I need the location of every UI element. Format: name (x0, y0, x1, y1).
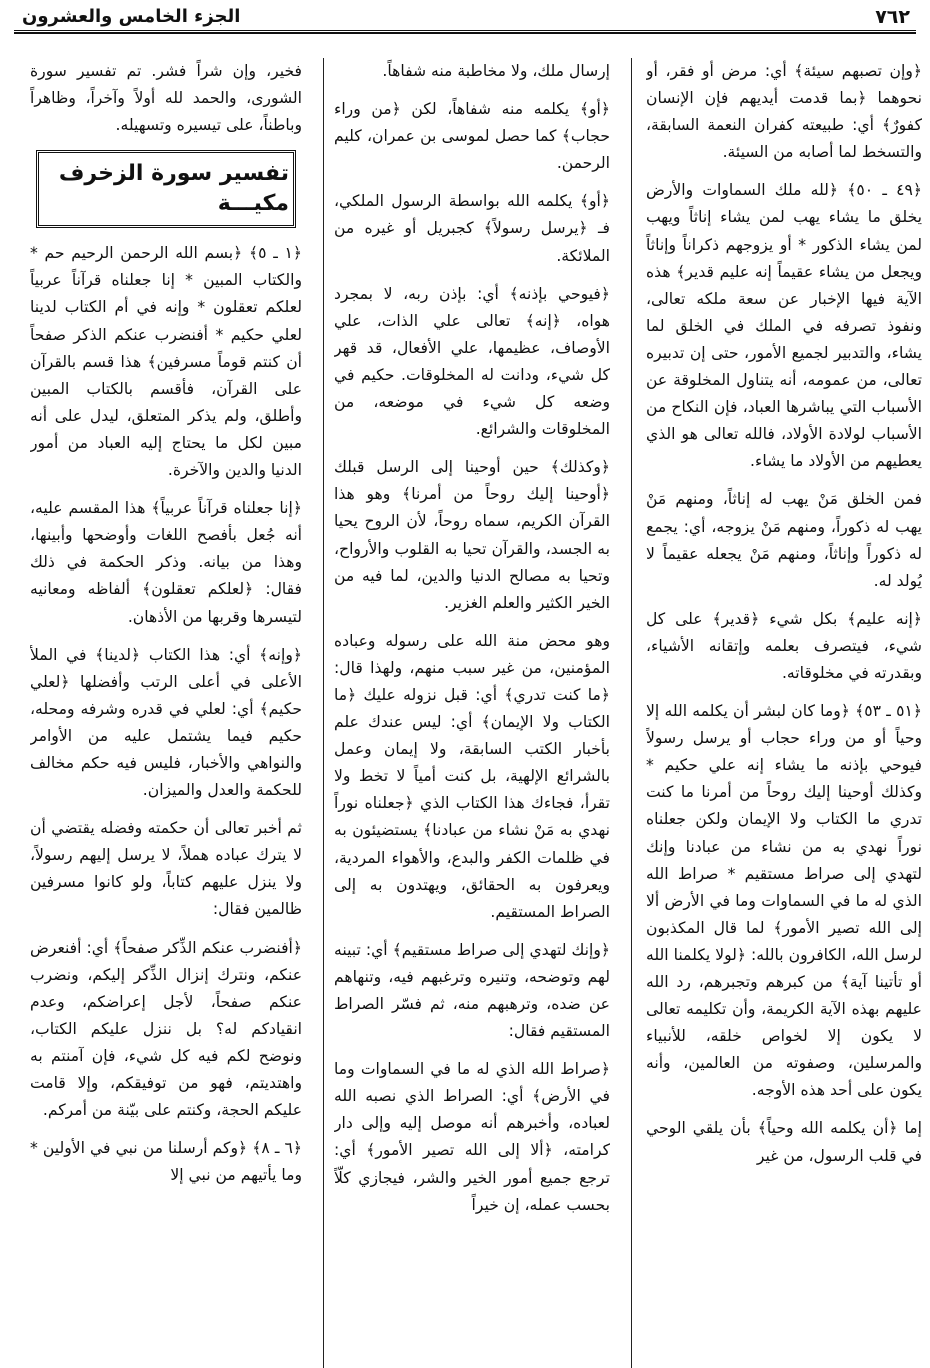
column-right (646, 58, 922, 1368)
column-divider-left (323, 58, 324, 1368)
paragraph: ثم أخبر تعالى أن حكمته وفضله يقتضي أن لا يترك عباده هملاً، لا يرسل إليهم رسولاً، ولا ينزل عليهم كتاباً، ولو كانوا مسرفين ظالمين فقال: (30, 819, 302, 919)
paragraph: ﴿أفنضرب عنكم الذِّكر صفحاً﴾ أي: أفنعرض عنكم، ونترك إنزال الذِّكر إليكم، ونضرب عنكم صفحاً، لأجل إعراضكم، وعدم انقيادكم له؟ بل ننزل عليكم الكتاب، ونوضح لكم فيه كل شيء، فإن آمنتم به واهتديتم، فهو من توفيقكم، وإلا قامت عليكم الحجة، وكنتم على بيّنة من أمركم. (30, 938, 302, 1120)
paragraph: ﴿فيوحي بإذنه﴾ أي: بإذن ربه، لا بمجرد هواه، ﴿إنه﴾ تعالى علي الذات، علي الأوصاف، عظيمها، علي الأفعال، قد قهر كل شيء، ودانت له المخلوقات. حكيم في وضعه كل شيء في موضعه، من المخلوقات والشرائع. (334, 284, 610, 439)
surah-title: تفسير سورة الزخرف (58, 161, 289, 187)
paragraph: فمن الخلق مَنْ يهب له إناثاً، ومنهم مَنْ يهب له ذكوراً، ومنهم مَنْ يزوجه، أي: يجمع له ذكوراً وإناثاً، ومنهم مَنْ يجعله عقيماً لا يُولد له. (646, 490, 922, 590)
header-rule-thin (14, 30, 916, 31)
column-middle (334, 58, 610, 1368)
column-left (30, 58, 302, 1368)
paragraph: ﴿وكذلك﴾ حين أوحينا إلى الرسل قبلك ﴿أوحينا إليك روحاً من أمرنا﴾ وهو هذا القرآن الكريم، سماه روحاً، لأن الروح يحيا به الجسد، والقرآن تحيا به القلوب والأرواح، وتحيا به مصالح الدنيا والدين، لما فيه من الخير الكثير والعلم الغزير. (334, 458, 610, 612)
paragraph: إرسال ملك، ولا مخاطبة منه شفاهاً. (382, 62, 610, 80)
paragraph: ﴿٦ ـ ٨﴾ ﴿وكم أرسلنا من نبي في الأولين * وما يأتيهم من نبي إلا (30, 1139, 302, 1185)
surah-subtitle: مكيـــة (217, 191, 289, 217)
paragraph: ﴿أو﴾ يكلمه الله بواسطة الرسول الملكي، فـ ﴿يرسل رسولاً﴾ كجبريل أو غيره من الملائكة. (334, 192, 610, 265)
page-header (14, 0, 916, 34)
paragraph: ﴿١ ـ ٥﴾ ﴿بسم الله الرحمن الرحيم حم * والكتاب المبين * إنا جعلناه قرآناً عربياً لعلكم تعقلون * وإنه في أم الكتاب لدينا لعلي حكيم * أفنضرب عنكم الذكر صفحاً أن كنتم قوماً مسرفين﴾ هذا قسم بالقرآن على القرآن، فأقسم بالكتاب المبين وأطلق، ولم يذكر المتعلق، ليدل على أنه مبين لكل ما يحتاج إليه العباد من أمور الدنيا والدين والآخرة. (30, 244, 302, 480)
header-rule (14, 32, 916, 34)
running-head: الجزء الخامس والعشرون (22, 6, 241, 27)
paragraph: إما ﴿أن يكلمه الله وحياً﴾ بأن يلقي الوحي في قلب الرسول، من غير (646, 1119, 922, 1165)
paragraph: ﴿٥١ ـ ٥٣﴾ ﴿وما كان لبشر أن يكلمه الله إلا وحياً أو من وراء حجاب أو يرسل رسولاً فيوحي بإذنه ما يشاء إنه علي حكيم * وكذلك أوحينا إليك روحاً من أمرنا ما كنت تدري ما الكتاب ولا الإيمان ولكن جعلناه نوراً نهدي به من نشاء من عبادنا وإنك لتهدي إلى صراط مستقيم * صراط الله الذي له ما في السماوات وما في الأرض ألا إلى الله تصير الأمور﴾ لما قال المكذبون لرسل الله، الكافرون بالله: ﴿لولا يكلمنا الله أو تأتينا آية﴾ من كبرهم وتجبرهم، رد الله عليهم بهذه الآية الكريمة، وأن تكليمه تعالى لا يكون إلا لخواص خلقه، للأنبياء والمرسلين، وصفوته من العالمين، وأنه يكون على أحد هذه الأوجه. (646, 702, 922, 1100)
surah-title-box (36, 150, 296, 228)
paragraph: ﴿أو﴾ يكلمه منه شفاهاً، لكن ﴿من وراء حجاب﴾ كما حصل لموسى بن عمران، كليم الرحمن. (334, 100, 610, 173)
paragraph: ﴿صراط الله الذي له ما في السماوات وما في الأرض﴾ أي: الصراط الذي نصبه الله لعباده، وأخبرهم أنه موصل إليه وإلى دار كرامته، ﴿ألا إلى الله تصير الأمور﴾ أي: ترجع جميع أمور الخير والشر، فيجازي كلّاً بحسب عمله، إن خيراً (334, 1060, 610, 1214)
paragraph: وهو محض منة الله على رسوله وعباده المؤمنين، من غير سبب منهم، ولهذا قال: ﴿ما كنت تدري﴾ أي: قبل نزوله عليك ﴿ما الكتاب ولا الإيمان﴾ أي: ليس عندك علم بأخبار الكتب السابقة، ولا إيمان وعمل بالشرائع الإلهية، بل كنت أمياً لا تخط ولا تقرأ، فجاءك هذا الكتاب الذي ﴿جعلناه نوراً نهدي به مَنْ نشاء من عبادنا﴾ يستضيئون به في ظلمات الكفر والبدع، والأهواء المردية، ويعرفون به الحقائق، ويهتدون به إلى الصراط المستقيم. (334, 631, 610, 921)
page-number: ٧٦٢ (875, 6, 910, 28)
paragraph: فخير، وإن شراً فشر. تم تفسير سورة الشورى، والحمد لله أولاً وآخراً، وظاهراً وباطناً، على تيسيره وتسهيله. (30, 62, 302, 135)
paragraph: ﴿وإنك لتهدي إلى صراط مستقيم﴾ أي: تبينه لهم وتوضحه، وتنيره وترغبهم فيه، وتنهاهم عن ضده، وترهبهم منه، ثم فسّر الصراط المستقيم فقال: (334, 940, 610, 1041)
paragraph: ﴿وإن تصبهم سيئة﴾ أي: مرض أو فقر، أو نحوهما ﴿بما قدمت أيديهم فإن الإنسان كفورٌ﴾ أي: طبيعته كفران النعمة السابقة، والتسخط لما أصابه من السيئة. (646, 62, 922, 162)
column-divider-right (631, 58, 632, 1368)
paragraph: ﴿إنه عليم﴾ بكل شيء ﴿قدير﴾ على كل شيء، فيتصرف بعلمه وإتقانه الأشياء، وبقدرته في مخلوقاته. (646, 609, 922, 682)
paragraph: ﴿وإنه﴾ أي: هذا الكتاب ﴿لدينا﴾ في الملأ الأعلى في أعلى الرتب وأفضلها ﴿لعلي حكيم﴾ أي: لعلي في قدره وشرفه ومحله، حكيم فيما يشتمل عليه من الأوامر والنواهي والأخبار، فليس فيه حكم مخالف للحكمة والعدل والميزان. (30, 645, 302, 800)
paragraph: ﴿إنا جعلناه قرآناً عربياً﴾ هذا المقسم عليه، أنه جُعل بأفصح اللغات وأوضحها وأبينها، وهذا من بيانه. وذكر الحكمة في ذلك فقال: ﴿لعلكم تعقلون﴾ ألفاظه ومعانيه لتيسرها وقربها من الأذهان. (30, 499, 302, 626)
paragraph: ﴿٤٩ ـ ٥٠﴾ ﴿لله ملك السماوات والأرض يخلق ما يشاء يهب لمن يشاء إناثاً ويهب لمن يشاء الذكور * أو يزوجهم ذكراناً وإناثاً ويجعل من يشاء عقيماً إنه عليم قدير﴾ هذه الآية فيها الإخبار عن سعة ملكه تعالى، ونفوذ تصرفه في الملك في الخلق لما يشاء، والتدبير لجميع الأمور، حتى إن تدبيره تعالى، من عمومه، أنه يتناول المخلوقة عن الأسباب التي يباشرها العباد، فإن النكاح من الأسباب لولادة الأولاد، فالله تعالى هو الذي يعطيهم من الأولاد ما يشاء. (646, 181, 922, 471)
